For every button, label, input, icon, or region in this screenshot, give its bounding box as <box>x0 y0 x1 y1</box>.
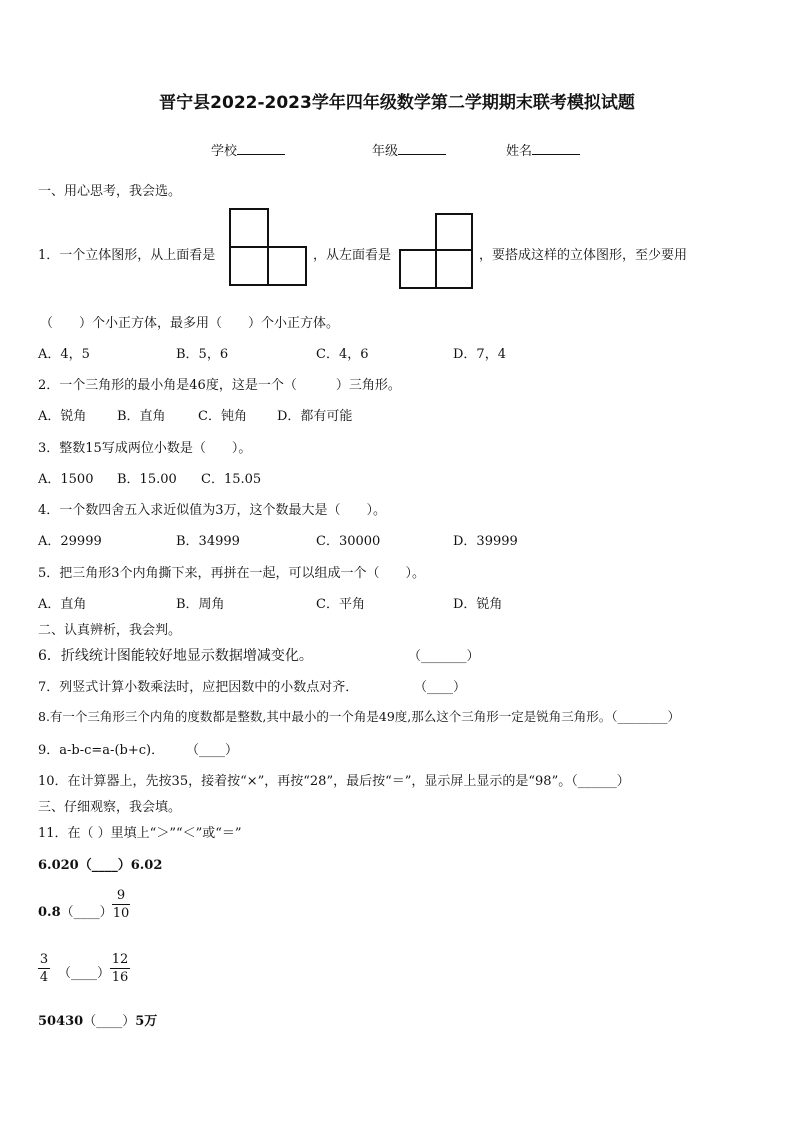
q1-option-c[interactable]: C．4，6 <box>316 347 369 362</box>
q11-row4 <box>38 1010 157 1029</box>
q3-option-c[interactable]: C．15.05 <box>201 472 262 487</box>
q11-row1 <box>38 854 162 873</box>
q1-text-c: ，要搭成这样的立体图形，至少要用 <box>479 248 688 263</box>
q4-text: 4．一个数四舍五入求近似值为3万，这个数最大是（ ）。 <box>38 503 387 518</box>
q11-row3-right-denominator: 16 <box>111 970 129 985</box>
q4-option-a[interactable]: A．29999 <box>38 534 102 549</box>
q4-option-d[interactable]: D．39999 <box>453 534 518 549</box>
q8-text: 8.有一个三角形三个内角的度数都是整数,其中最小的一个角是49度,那么这个三角形一定是锐角三角形。（________） <box>38 709 681 724</box>
grade-blank[interactable] <box>398 142 446 155</box>
q6-text: 6．折线统计图能较好地显示数据增减变化。 <box>38 648 313 664</box>
q11-row3-right-numerator: 12 <box>111 952 129 967</box>
q6-answer-blank[interactable]: （_______） <box>408 649 480 664</box>
name-field[interactable] <box>506 140 580 159</box>
q3-option-b[interactable]: B．15.00 <box>117 472 177 487</box>
name-blank[interactable] <box>532 142 580 155</box>
q2-option-c[interactable]: C．钝角 <box>198 409 247 424</box>
q4-option-b[interactable]: B．34999 <box>176 534 240 549</box>
q11-row4-right: 5万 <box>135 1014 158 1029</box>
q11-row3-blank[interactable]: （____） <box>58 966 111 981</box>
q5-option-b[interactable]: B．周角 <box>176 597 225 612</box>
school-field[interactable] <box>211 140 285 159</box>
q11-row1-right: 6.02 <box>130 858 163 873</box>
q1-text-a: 1．一个立体图形，从上面看是 <box>38 248 216 263</box>
grade-field[interactable] <box>372 140 446 159</box>
q3-text: 3．整数15写成两位小数是（ ）。 <box>38 441 252 456</box>
section-1-heading: 一、用心思考，我会选。 <box>38 184 182 199</box>
q7-answer-blank[interactable]: （____） <box>414 680 467 695</box>
q11-row2-fraction <box>112 888 130 921</box>
q9-answer-blank[interactable]: （____） <box>186 743 239 758</box>
q11-row3-left-numerator: 3 <box>39 952 49 967</box>
q9-text: 9．a-b-c=a-(b+c)． <box>38 743 165 758</box>
q3-option-a[interactable]: A．1500 <box>38 472 94 487</box>
left-view-figure <box>399 212 474 290</box>
q5-option-d[interactable]: D．锐角 <box>453 597 503 612</box>
q1-text-b: ，从左面看是 <box>313 248 392 263</box>
q7-text: 7．列竖式计算小数乘法时，应把因数中的小数点对齐． <box>38 680 359 695</box>
q2-option-b[interactable]: B．直角 <box>117 409 166 424</box>
q1-option-b[interactable]: B．5，6 <box>176 347 229 362</box>
section-3-heading: 三、仔细观察，我会填。 <box>38 800 182 815</box>
q11-row4-blank[interactable]: （____） <box>83 1014 136 1029</box>
school-blank[interactable] <box>237 142 285 155</box>
q11-row1-blank[interactable]: （____） <box>78 858 131 873</box>
q11-row4-left: 50430 <box>38 1014 84 1029</box>
q5-option-a[interactable]: A．直角 <box>38 597 87 612</box>
q11-row2-blank[interactable]: （____） <box>60 905 113 920</box>
q11-row3-left-fraction <box>38 952 50 985</box>
q11-row2-numerator: 9 <box>116 888 126 903</box>
q11-row3-right-fraction <box>110 952 130 985</box>
q11-row1-left: 6.020 <box>38 858 79 873</box>
name-label: 姓名 <box>506 144 533 159</box>
q1-line2: （ ）个小正方体，最多用（ ）个小正方体。 <box>40 316 340 331</box>
grade-label: 年级 <box>372 144 399 159</box>
school-label: 学校 <box>211 144 238 159</box>
q11-row2 <box>38 901 113 920</box>
q11-row2-denominator: 10 <box>112 906 130 921</box>
q2-option-a[interactable]: A．锐角 <box>38 409 87 424</box>
q1-option-d[interactable]: D．7，4 <box>453 347 506 362</box>
q11-text: 11．在（ ）里填上“＞”“＜”或“＝” <box>38 826 242 841</box>
q1-option-a[interactable]: A．4，5 <box>38 347 90 362</box>
page-title: 晋宁县2022-2023学年四年级数学第二学期期末联考模拟试题 <box>159 93 635 113</box>
section-2-heading: 二、认真辨析，我会判。 <box>38 623 182 638</box>
q11-row2-left: 0.8 <box>38 905 61 920</box>
top-view-figure <box>229 207 307 287</box>
q2-text: 2．一个三角形的最小角是46度，这是一个（ ）三角形。 <box>38 378 401 393</box>
q11-row3-left-denominator: 4 <box>39 970 49 985</box>
q4-option-c[interactable]: C．30000 <box>316 534 381 549</box>
q5-text: 5．把三角形3个内角撕下来，再拼在一起，可以组成一个（ ）。 <box>38 566 426 581</box>
q2-option-d[interactable]: D．都有可能 <box>277 409 353 424</box>
q10-text: 10．在计算器上，先按35，接着按“×”，再按“28”，最后按“＝”，显示屏上显示的是“98”。（______） <box>38 774 630 789</box>
q5-option-c[interactable]: C．平角 <box>316 597 365 612</box>
